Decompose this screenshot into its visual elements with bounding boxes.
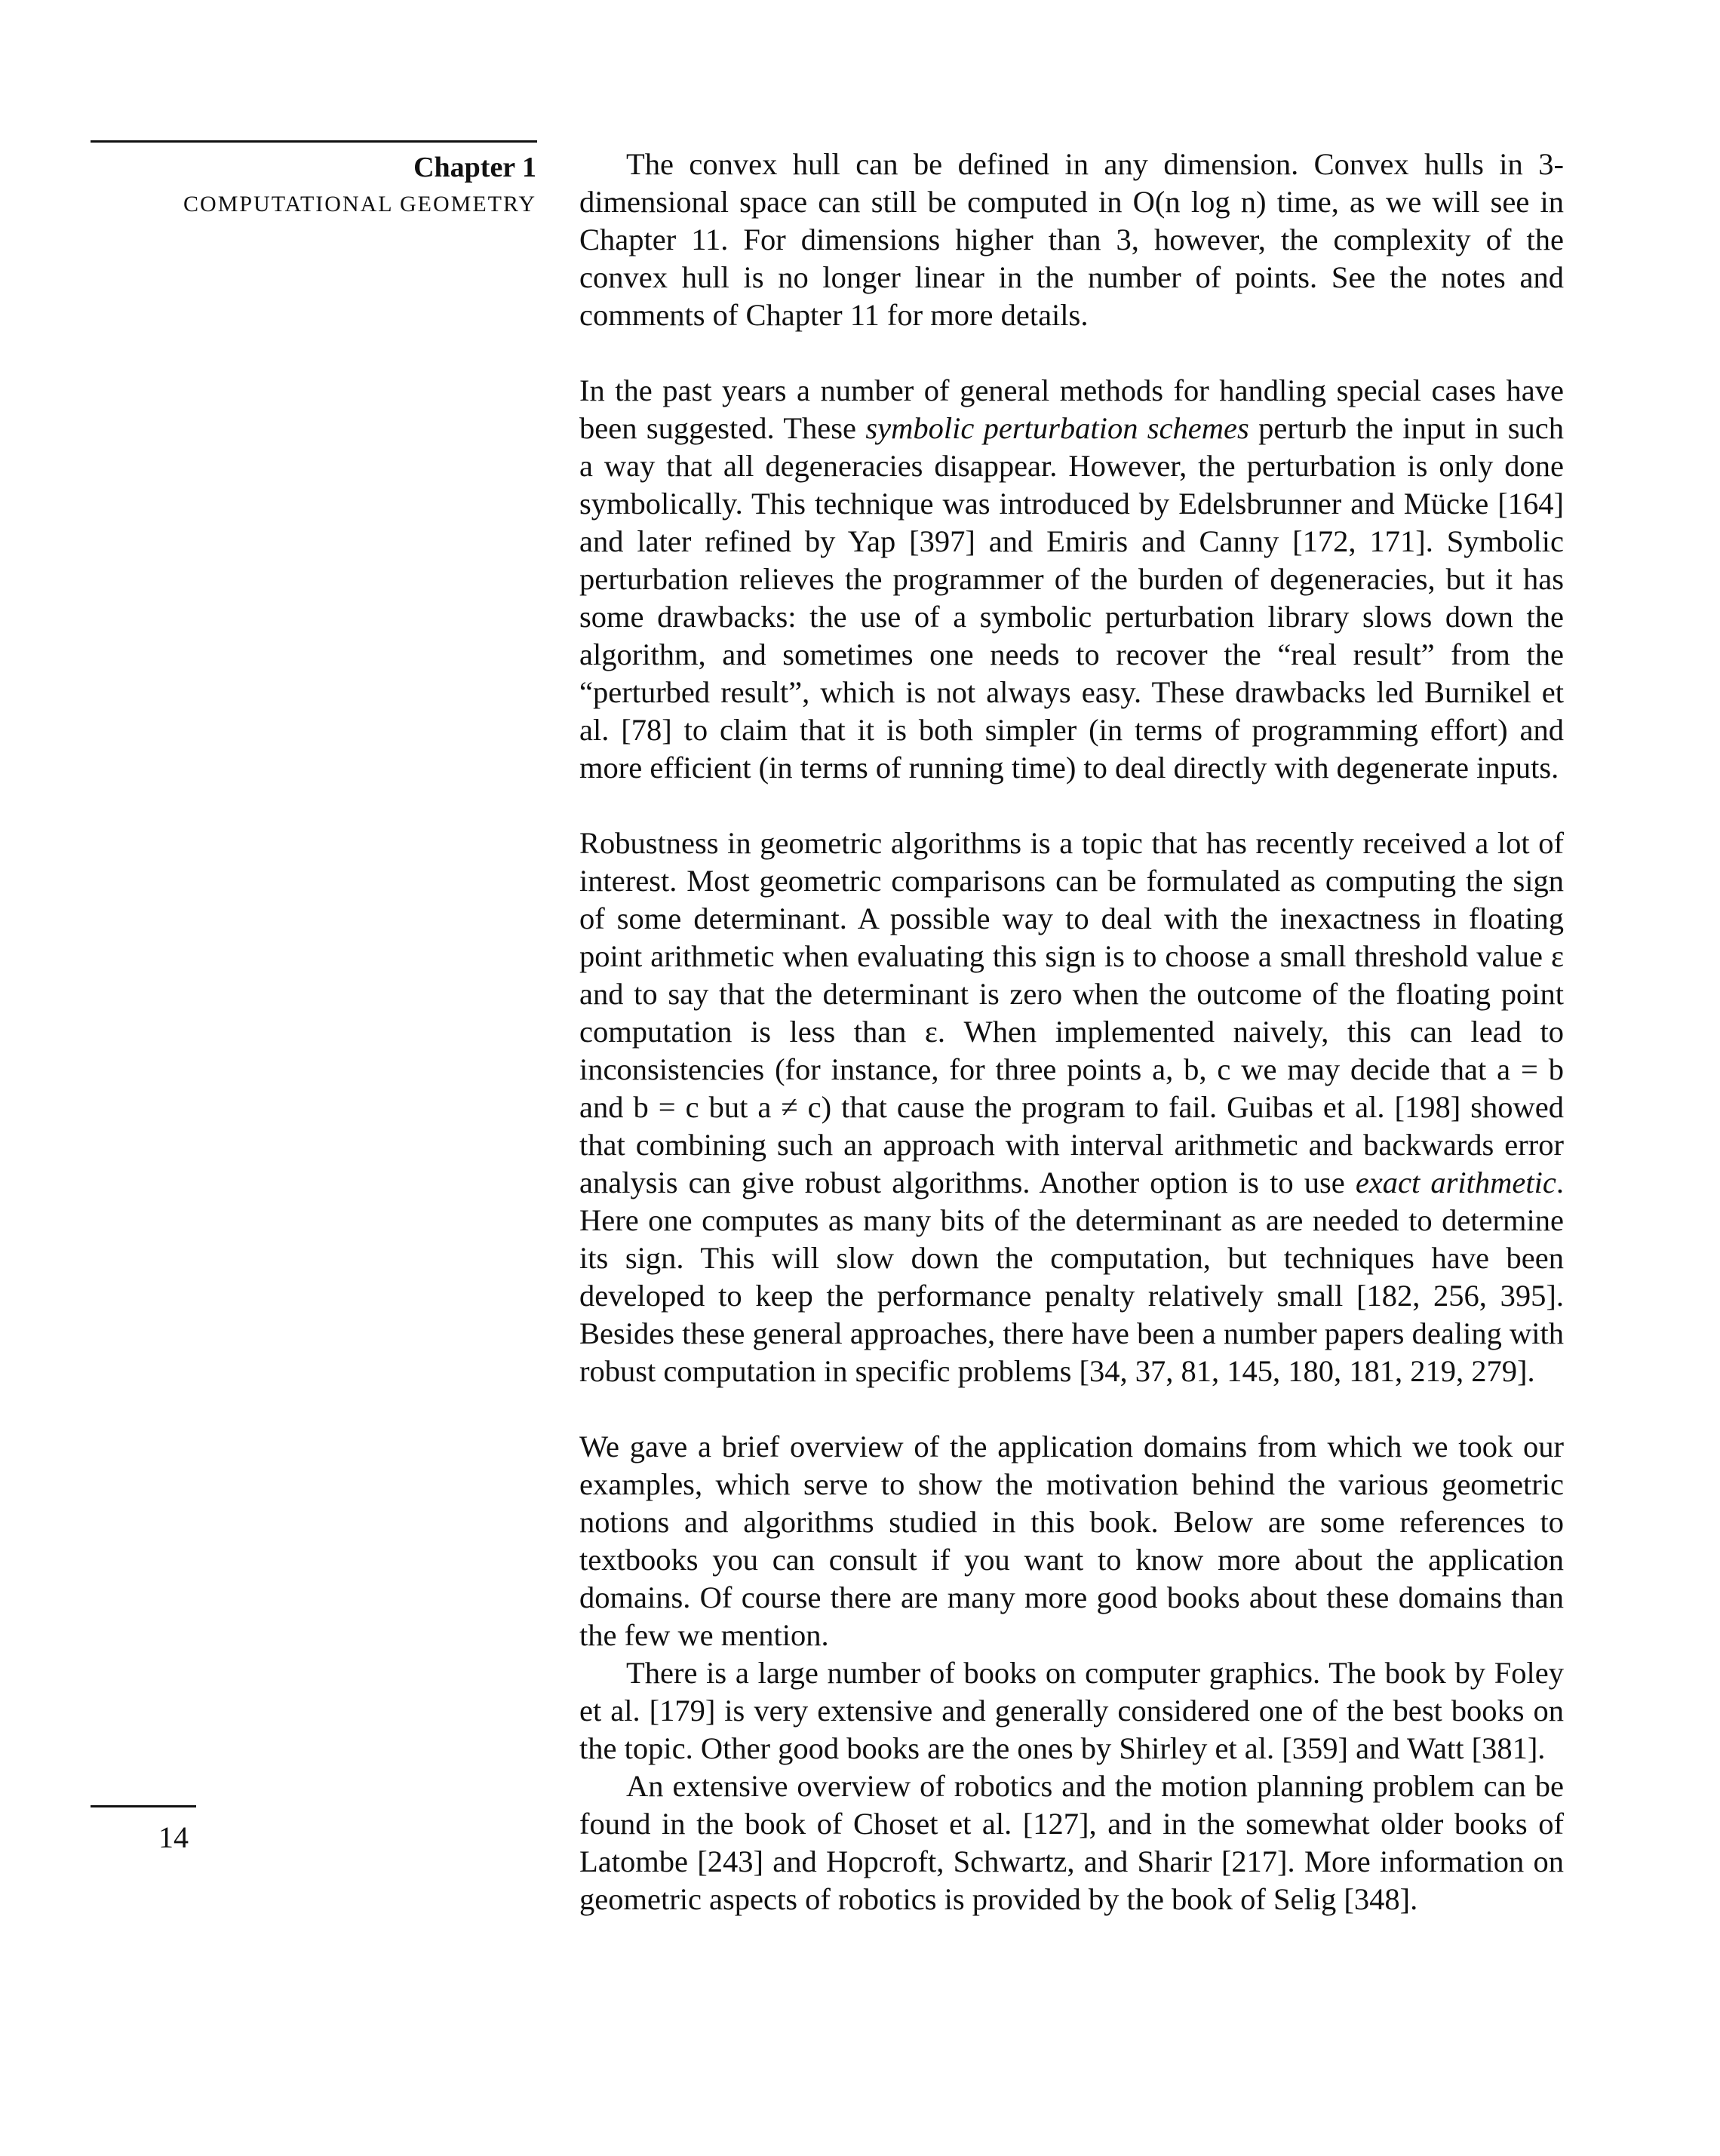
paragraph-symbolic-perturbation [579, 372, 1564, 787]
emphasis-term: exact arithmetic [1355, 1166, 1556, 1199]
paragraph-convex-hull-dimensions: The convex hull can be defined in any dimension. Convex hulls in 3-dimensional space can still be computed in O(n log n) time, as we will see in Chapter 11. For dimensions higher than 3, however, the complexity of the convex hull is no longer linear in the number of points. See the notes and comments of Chapter 11 for more details. [579, 147, 1564, 332]
running-head-title: COMPUTATIONAL GEOMETRY [183, 192, 536, 217]
paragraph-text-segment: In the past years a number of general methods for handling special cases have been suggested. These [579, 373, 1564, 445]
paragraph-application-domains: We gave a brief overview of the application domains from which we took our examples, which serve to show the motivation behind the various geometric notions and algorithms studied in this book. Below are some references to textbooks you can consult if you want to know more about the application domains. Of course there are many more good books about these domains than the few we mention. [579, 1430, 1564, 1652]
paragraph-text-segment: . Here one computes as many bits of the determinant as are needed to determine its sign. This will slow down the computation, but techniques have been developed to keep the performance penalty relatively small [182, 256, 395]. Besides these general approaches, there have been a number papers dealing with robust computation in specific problems [34, 37, 81, 145, 180, 181, 219, 279]. [579, 1166, 1565, 1388]
margin-bottom-rule [91, 1805, 196, 1807]
margin-top-rule [91, 140, 537, 143]
main-text-column [579, 146, 1564, 1918]
running-head-chapter: Chapter 1 [413, 152, 536, 183]
paragraph-computer-graphics: There is a large number of books on computer graphics. The book by Foley et al. [179] is very extensive and generally considered one of the best books on the topic. Other good books are the ones by Shirley et al. [359] and Watt [381]. [579, 1656, 1564, 1765]
paragraph-robustness [579, 825, 1564, 1390]
page-number: 14 [158, 1820, 189, 1854]
emphasis-term: symbolic perturbation schemes [865, 411, 1249, 445]
paragraph-robotics: An extensive overview of robotics and the motion planning problem can be found in the book of Choset et al. [127], and in the somewhat older books of Latombe [243] and Hopcroft, Schwartz, and Sharir [217]. More information on geometric aspects of robotics is provided by the book of Selig [348]. [579, 1769, 1564, 1916]
paragraph-text-segment: Robustness in geometric algorithms is a topic that has recently received a lot of interest. Most geometric comparisons can be formulated as computing the sign of some determinant. A possible way to deal with the inexactness in floating point arithmetic when evaluating this sign is to choose a small threshold value ε and to say that the determinant is zero when the outcome of the floating point computation is less than ε. When implemented naively, this can lead to inconsistencies (for instance, for three points a, b, c we may decide that a = b and b = c but a ≠ c) that cause the program to fail. Guibas et al. [198] showed that combining such an approach with interval arithmetic and backwards error analysis can give robust algorithms. Another option is to use [579, 826, 1564, 1199]
paragraph-text-segment: perturb the input in such a way that all degeneracies disappear. However, the perturbation is only done symbolically. This technique was introduced by Edelsbrunner and Mücke [164] and later refined by Yap [397] and Emiris and Canny [172, 171]. Symbolic perturbation relieves the programmer of the burden of degeneracies, but it has some drawbacks: the use of a symbolic perturbation library slows down the algorithm, and sometimes one needs to recover the “real result” from the “perturbed result”, which is not always easy. These drawbacks led Burnikel et al. [78] to claim that it is both simpler (in terms of programming effort) and more efficient (in terms of running time) to deal directly with degenerate inputs. [579, 411, 1564, 785]
